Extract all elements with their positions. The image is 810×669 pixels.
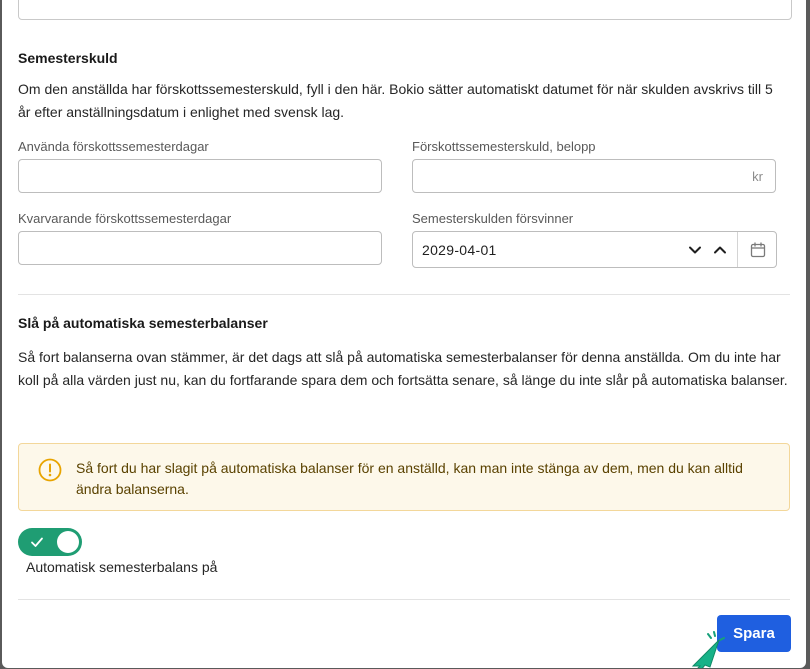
expiry-date-value[interactable]: 2029-04-01 [422, 242, 497, 258]
used-days-input[interactable] [18, 159, 382, 193]
warning-text: Så fort du har slagit på automatiska balanser för en anställd, kan man inte stänga av dem, men du kan alltid ändra balanserna. [76, 460, 743, 497]
expiry-date-label: Semesterskulden försvinner [412, 211, 574, 226]
vacation-debt-title: Semesterskuld [18, 50, 118, 66]
previous-field-input[interactable] [18, 0, 792, 20]
toggle-knob [57, 531, 79, 553]
auto-balance-toggle-label: Automatisk semesterbalans på [26, 559, 218, 575]
footer-divider [18, 599, 790, 600]
remaining-days-label: Kvarvarande förskottssemesterdagar [18, 211, 232, 226]
warning-icon [38, 458, 62, 482]
section-divider [18, 294, 790, 295]
save-button[interactable]: Spara [717, 615, 791, 652]
warning-alert [18, 443, 790, 511]
check-icon [30, 535, 44, 549]
expiry-date-input[interactable] [412, 231, 777, 268]
chevron-down-icon[interactable] [685, 240, 705, 260]
calendar-icon[interactable] [749, 241, 767, 259]
currency-suffix: kr [752, 169, 763, 184]
debt-amount-input[interactable] [412, 159, 776, 193]
auto-balance-toggle[interactable] [18, 528, 82, 556]
auto-balances-title: Slå på automatiska semesterbalanser [18, 315, 268, 331]
employee-vacation-modal [2, 0, 806, 668]
chevron-up-icon[interactable] [710, 240, 730, 260]
date-input-divider [737, 232, 738, 267]
remaining-days-input[interactable] [18, 231, 382, 265]
auto-balances-description: Så fort balanserna ovan stämmer, är det dags att slå på automatiska semesterbalanser för denna anställda. Om du inte har koll på alla värden just nu, kan du fortfarande spara dem och fortsätta senare, så länge du inte slår på automatiska balanser. [18, 349, 788, 388]
used-days-label: Använda förskottssemesterdagar [18, 139, 209, 154]
debt-amount-label: Förskottssemesterskuld, belopp [412, 139, 596, 154]
vacation-debt-description: Om den anställda har förskottssemesterskuld, fyll i den här. Bokio sätter automatiskt datumet för när skulden avskrivs till 5 år efter anställningsdatum i enlighet med svensk lag. [18, 81, 773, 120]
